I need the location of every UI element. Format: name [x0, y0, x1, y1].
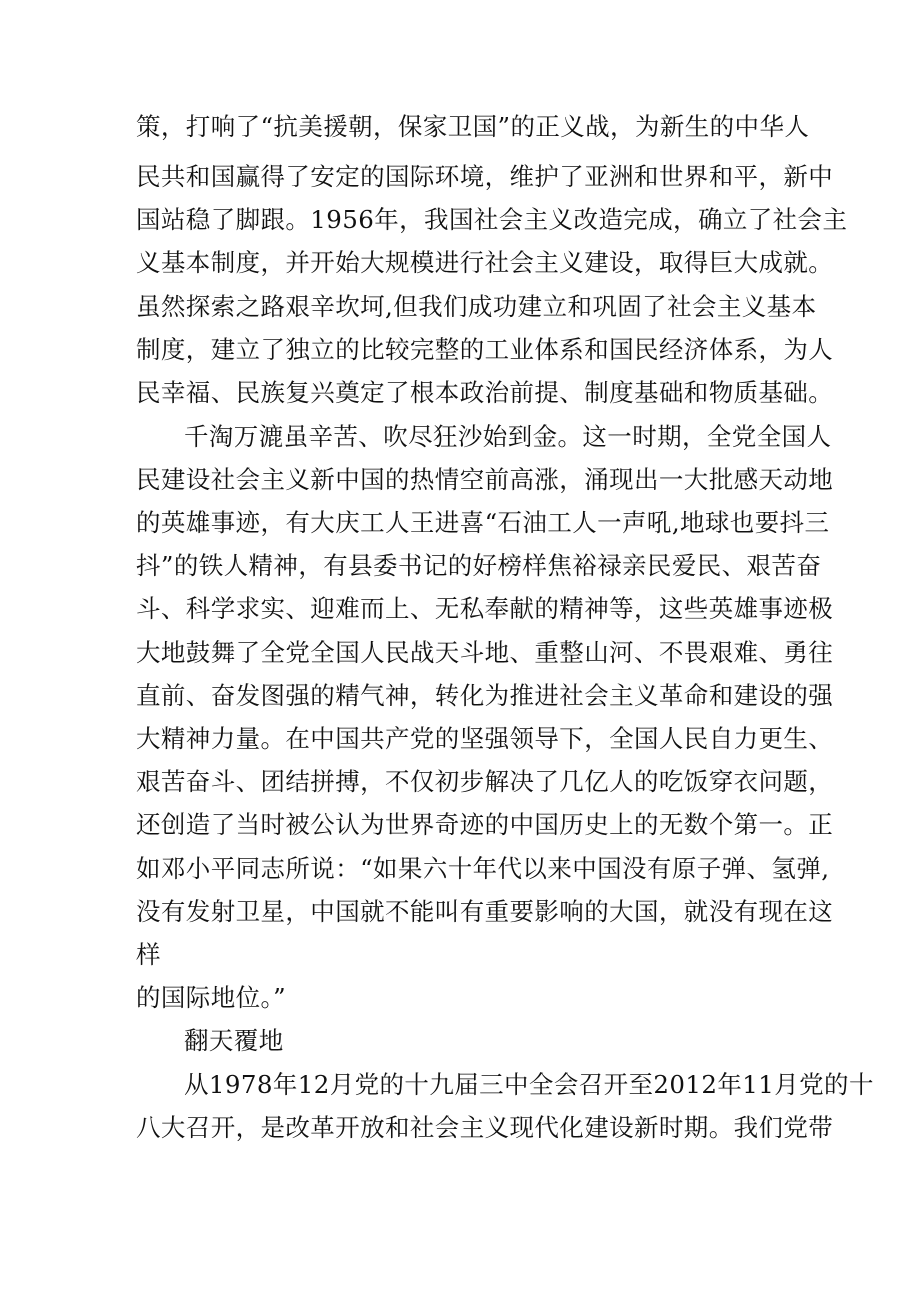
- text-line: 国站稳了脚跟。1956年，我国社会主义改造完成，确立了社会主: [136, 205, 848, 234]
- text-line: 虽然探索之路艰辛坎坷,但我们成功建立和巩固了社会主义基本: [136, 292, 817, 321]
- text-line: 的国际地位。”: [136, 983, 287, 1012]
- paragraph-first-line: 千淘万漉虽辛苦、吹尽狂沙始到金。这一时期，全党全国人: [184, 422, 832, 451]
- paragraph-first-line: 从1978年12月党的十九届三中全会召开至2012年11月党的十: [184, 1070, 874, 1099]
- text-line: 还创造了当时被公认为世界奇迹的中国历史上的无数个第一。正: [136, 810, 834, 839]
- text-line: 制度，建立了独立的比较完整的工业体系和国民经济体系，为人: [136, 335, 834, 364]
- text-line: 样: [136, 940, 161, 969]
- text-line: 艰苦奋斗、团结拼搏，不仅初步解决了几亿人的吃饭穿衣问题，: [136, 767, 834, 796]
- text-line: 民幸福、民族复兴奠定了根本政治前提、制度基础和物质基础。: [136, 378, 834, 407]
- text-line: 直前、奋发图强的精气神，转化为推进社会主义革命和建设的强: [136, 681, 834, 710]
- text-line: 策，打响了“抗美援朝，保家卫国”的正义战，为新生的中华人: [136, 112, 810, 141]
- text-line: 大地鼓舞了全党全国人民战天斗地、重整山河、不畏艰难、勇往: [136, 638, 834, 667]
- text-line: 八大召开，是改革开放和社会主义现代化建设新时期。我们党带: [136, 1113, 834, 1142]
- text-line: 的英雄事迹，有大庆工人王进喜“石油工人一声吼,地球也要抖三: [136, 508, 830, 537]
- text-line: 斗、科学求实、迎难而上、无私奉献的精神等，这些英雄事迹极: [136, 594, 834, 623]
- text-line: 如邓小平同志所说：“如果六十年代以来中国没有原子弹、氢弹,: [136, 854, 830, 883]
- text-line: 民建设社会主义新中国的热情空前高涨，涌现出一大批感天动地: [136, 465, 834, 494]
- section-heading: 翻天覆地: [184, 1026, 284, 1055]
- text-line: 民共和国赢得了安定的国际环境，维护了亚洲和世界和平，新中: [136, 162, 834, 191]
- text-line: 大精神力量。在中国共产党的坚强领导下，全国人民自力更生、: [136, 724, 834, 753]
- text-line: 义基本制度，并开始大规模进行社会主义建设，取得巨大成就。: [136, 248, 834, 277]
- text-line: 抖”的铁人精神，有县委书记的好榜样焦裕禄亲民爱民、艰苦奋: [136, 551, 822, 580]
- text-line: 没有发射卫星，中国就不能叫有重要影响的大国，就没有现在这: [136, 897, 834, 926]
